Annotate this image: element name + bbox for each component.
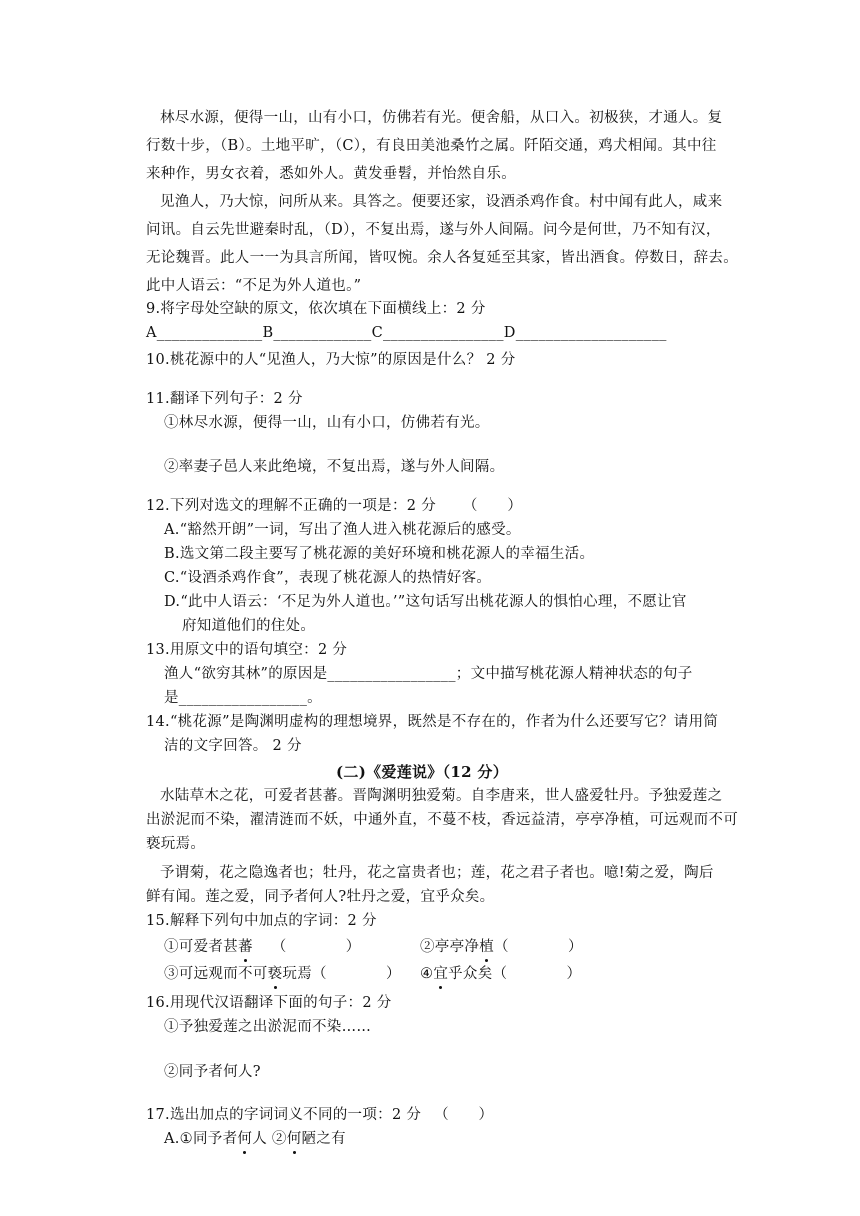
option-d: D.“此中人语云：‘不足为外人道也。’”这句话写出桃花源人的惧怕心理，不愿让官 [164,594,687,610]
question-15-item-2: ②亭亭净植（ ） [420,939,583,955]
question-13: 13.用原文中的语句填空：2 分 [146,642,348,658]
question-13-line-2: 是_________________。 [164,690,322,706]
dotted-char: 宜 [433,966,449,982]
question-9-blanks: A______________B_____________C________________D____________________ [146,325,667,341]
passage1-line: 来种作，男女衣着，悉如外人。黄发垂髫，并怡然自乐。 [146,166,516,182]
passage2-line: 鲜有闻。莲之爱，同予者何人?牡丹之爱，宜乎众矣。 [146,889,495,905]
question-17 [146,1105,493,1125]
option-b: B.选文第二段主要写了桃花源的美好环境和桃花源人的幸福生活。 [164,546,595,562]
question-12-text: 12.下列对选文的理解不正确的一项是：2 分 [146,498,436,514]
answer-paren: （ ） [271,939,361,955]
question-9: 9.将字母处空缺的原文，依次填在下面横线上：2 分 [146,301,486,317]
option-d-continued: 府知道他们的住处。 [182,618,316,634]
question-17-text: 17.选出加点的字词词义不同的一项：2 分 [146,1107,422,1123]
question-16: 16.用现代汉语翻译下面的句子：2 分 [146,995,392,1011]
dotted-char: 何 [286,1131,302,1147]
passage1-line: 林尽水源，便得一山，山有小口，仿佛若有光。便舍船，从口入。初极狭，才通人。复 [160,110,723,126]
answer-paren: （ ） [434,1107,494,1123]
option-a: A.“豁然开朗”一词，写出了渔人进入桃花源后的感受。 [164,522,521,538]
passage1-line: 问讯。自云先世避秦时乱，（D），不复出焉，遂与外人间隔。问今是何世，乃不知有汉， [146,222,721,238]
question-11-sentence-1: ①林尽水源，便得一山，山有小口，仿佛若有光。 [164,415,490,431]
answer-paren: （ ） [492,966,582,982]
question-15-item-1: ①可爱者甚蕃 （ ） [164,939,361,955]
passage2-line: 出淤泥而不染，濯清涟而不妖，中通外直，不蔓不枝，香远益清，亭亭净植，可远观而不可 [146,812,738,828]
question-14-continued: 洁的文字回答。 2 分 [164,738,302,754]
question-13-line-1: 渔人“欲穷其林”的原因是_________________；文中描写桃花源人精神状态的句子 [164,666,693,682]
question-15-item-3: ③可远观而不可亵玩焉（ ） [164,966,401,982]
question-10: 10.桃花源中的人“见渔人，乃大惊”的原因是什么？ 2 分 [146,352,516,368]
question-14: 14.“桃花源”是陶渊明虚构的理想境界，既然是不存在的，作者为什么还要写它？请用简 [146,714,719,730]
question-11-sentence-2: ②率妻子邑人来此绝境，不复出焉，遂与外人间隔。 [164,459,505,475]
passage2-line: 水陆草木之花，可爱者甚蕃。晋陶渊明独爱菊。自李唐来，世人盛爱牡丹。予独爱莲之 [160,788,723,804]
answer-paren: （ ） [494,939,583,955]
question-16-sentence-2: ②同予者何人? [164,1064,261,1080]
passage1-line: 无论魏晋。此人一一为具言所闻，皆叹惋。余人各复延至其家，皆出酒食。停数日，辞去。 [146,250,738,266]
question-15: 15.解释下列句中加点的字词：2 分 [146,913,377,929]
question-15-item-4: ④宜乎众矣（ ） [420,966,582,982]
question-12 [146,496,522,516]
dotted-char: 植 [479,939,495,955]
passage2-line: 予谓菊，花之隐逸者也；牡丹，花之富贵者也；莲，花之君子者也。噫!菊之爱，陶后 [160,865,714,881]
dotted-char: 亵 [267,966,283,982]
passage1-line: 行数十步，（B）。土地平旷，（C），有良田美池桑竹之属。阡陌交通，鸡犬相闻。其中往 [146,138,717,154]
question-17-option-a: A.①同予者何人 ②何陋之有 [164,1131,346,1147]
dotted-char: 蕃 [238,939,253,955]
passage1-line: 见渔人，乃大惊，问所从来。具答之。便要还家，设酒杀鸡作食。村中闻有此人，咸来 [160,194,723,210]
answer-paren: （ ） [462,498,523,514]
question-11: 11.翻译下列句子：2 分 [146,391,303,407]
passage2-line: 亵玩焉。 [146,836,206,852]
answer-paren: （ ） [312,966,401,982]
dotted-char: 何 [237,1131,253,1147]
option-c: C.“设酒杀鸡作食”，表现了桃花源人的热情好客。 [164,570,492,586]
section-title: (二)《爱莲说》（12 分） [336,763,508,781]
passage1-line: 此中人语云：“不足为外人道也。” [146,278,362,294]
question-16-sentence-1: ①予独爱莲之出淤泥而不染…… [164,1019,372,1035]
